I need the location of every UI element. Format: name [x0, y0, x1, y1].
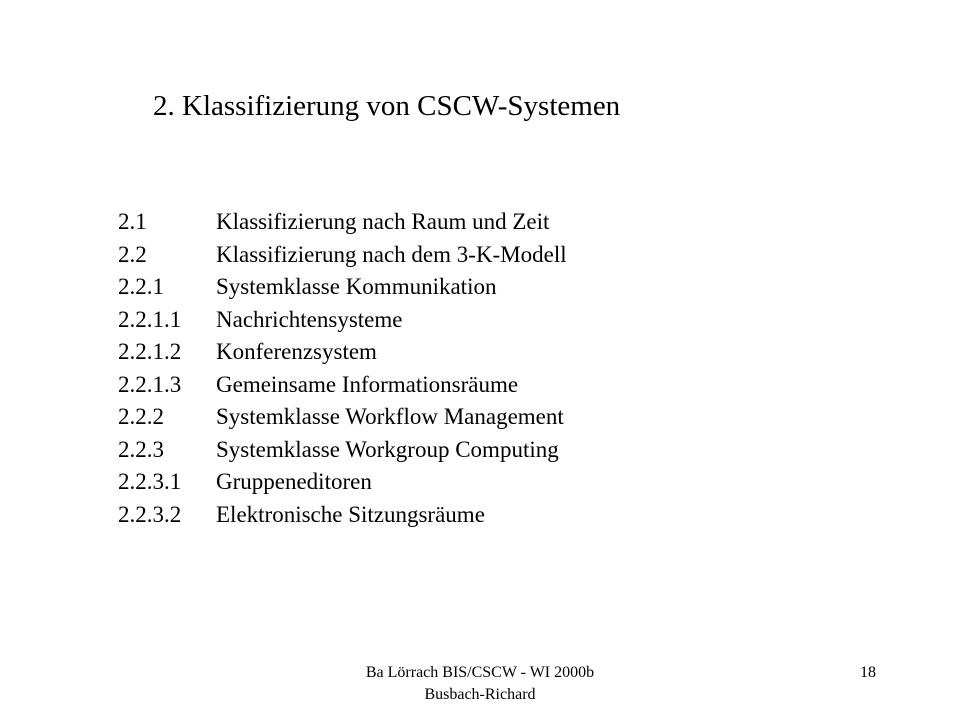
toc-item-number: 2.2.1.3: [118, 371, 182, 397]
toc-item-text: Gruppeneditoren: [216, 469, 372, 494]
toc-item: [118, 401, 567, 434]
slide-title: 2. Klassifizierung von CSCW-Systemen: [153, 90, 621, 122]
toc-item-number: 2.2.1.2: [118, 339, 182, 364]
toc-item: [118, 499, 567, 532]
toc-item: [118, 206, 567, 239]
toc-item-number: 2.2.3.1: [118, 469, 182, 494]
toc-item-text: Systemklasse Kommunikation: [216, 274, 497, 299]
toc-item: [118, 434, 567, 467]
toc-item-number: 2.2.1: [118, 274, 164, 299]
toc-item-text: Gemeinsame Informationsräume: [216, 371, 519, 397]
toc-item-text: Elektronische Sitzungsräume: [216, 501, 485, 527]
toc-item-text: Systemklasse Workflow Management: [216, 404, 564, 429]
toc-item-number: 2.2.1.1: [118, 306, 182, 332]
footer-source: [280, 662, 680, 706]
toc-item-number: 2.2: [118, 241, 147, 267]
footer-author-line: Busbach-Richard: [424, 686, 536, 703]
toc-item: [118, 369, 567, 402]
toc-item-text: Klassifizierung nach Raum und Zeit: [216, 209, 550, 234]
toc-item: [118, 271, 567, 304]
toc-item: [118, 466, 567, 499]
page-number: 18: [860, 664, 876, 681]
toc-item: [118, 304, 567, 337]
toc-item: [118, 336, 567, 369]
toc-item-text: Nachrichtensysteme: [216, 306, 403, 332]
footer-course-line: Ba Lörrach BIS/CSCW - WI 2000b: [365, 664, 595, 681]
toc-item-number: 2.2.3.2: [118, 501, 182, 527]
toc-item-text: Klassifizierung nach dem 3-K-Modell: [216, 241, 567, 267]
table-of-contents: [118, 206, 567, 531]
toc-item-number: 2.2.2: [118, 404, 164, 429]
toc-item-number: 2.1: [118, 209, 147, 234]
toc-item-text: Systemklasse Workgroup Computing: [216, 436, 559, 462]
toc-item-text: Konferenzsystem: [216, 339, 377, 364]
toc-item-number: 2.2.3: [118, 436, 164, 462]
toc-item: [118, 239, 567, 272]
